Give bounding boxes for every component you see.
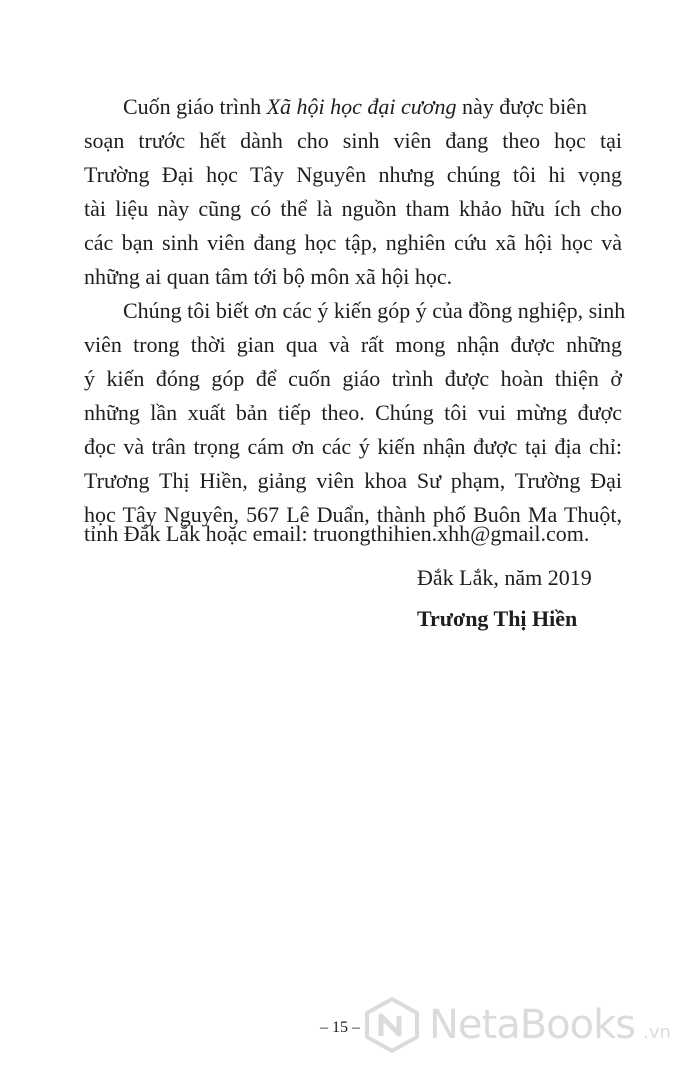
paragraph2-line7: học Tây Nguyên, 567 Lê Duẩn, thành phố Buôn Ma Thuột, <box>84 502 622 527</box>
watermark-suffix: .vn <box>643 1021 671 1043</box>
page-number: – 15 – <box>320 1019 360 1036</box>
paragraph2-line1: Chúng tôi biết ơn các ý kiến góp ý của đồng nghiệp, sinh <box>123 298 626 323</box>
paragraph1-line1 <box>123 92 620 122</box>
paragraph2-line4: những lần xuất bản tiếp theo. Chúng tôi vui mừng được <box>84 400 622 425</box>
netabooks-logo-icon <box>363 996 421 1054</box>
watermark <box>363 994 693 1056</box>
signature-author: Trương Thị Hiền <box>417 606 578 631</box>
paragraph1-line6: những ai quan tâm tới bộ môn xã hội học. <box>84 264 453 289</box>
paragraph2-line2: viên trong thời gian qua và rất mong nhận được những <box>84 332 622 357</box>
paragraph1-line3: Trường Đại học Tây Nguyên nhưng chúng tôi hi vọng <box>84 162 622 187</box>
paragraph1-line5: các bạn sinh viên đang học tập, nghiên cứu xã hội học và <box>84 230 622 255</box>
paragraph2-line6: Trương Thị Hiền, giảng viên khoa Sư phạm, Trường Đại <box>84 468 622 493</box>
paragraph1-line2: soạn trước hết dành cho sinh viên đang theo học tại <box>84 128 622 153</box>
signature-place-date: Đắk Lắk, năm 2019 <box>417 565 592 590</box>
book-title-italic: Xã hội học đại cương <box>266 94 457 119</box>
watermark-brand: NetaBooks <box>429 1002 636 1048</box>
paragraph2-line3: ý kiến đóng góp để cuốn giáo trình được hoàn thiện ở <box>84 366 622 391</box>
paragraph1-line1-after: này được biên <box>456 94 588 119</box>
paragraph1-line1-before: Cuốn giáo trình <box>123 94 267 119</box>
paragraph2-line8: tỉnh Đắk Lắk hoặc email: truongthihien.xhh@gmail.com. <box>84 521 590 546</box>
paragraph2-line5: đọc và trân trọng cám ơn các ý kiến nhận được tại địa chỉ: <box>84 434 622 459</box>
paragraph1-line4: tài liệu này cũng có thể là nguồn tham khảo hữu ích cho <box>84 196 622 221</box>
